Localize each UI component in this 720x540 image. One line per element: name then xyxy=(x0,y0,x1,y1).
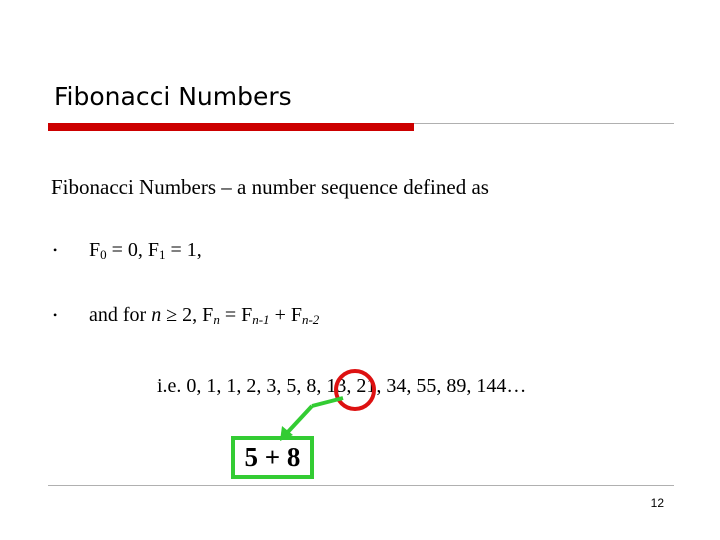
base-end-text: = 1, xyxy=(165,239,202,261)
arrow-shaft-to-sum xyxy=(286,406,312,434)
footer-divider-line xyxy=(48,485,674,486)
recurrence-eq-text: = F xyxy=(219,304,253,326)
recurrence-pre-text: and for xyxy=(89,304,152,326)
n-symbol: n xyxy=(151,304,162,326)
recurrence-plus-text: + F xyxy=(269,304,302,326)
subscript-0: 0 xyxy=(100,247,107,262)
subscript-n-2: n-2 xyxy=(301,312,320,327)
highlight-circle-13 xyxy=(336,371,374,409)
sequence-example: i.e. 0, 1, 1, 2, 3, 5, 8, 13, 21, 34, 55, 89, 144… xyxy=(157,375,527,397)
bullet-marker: • xyxy=(53,308,58,322)
page-number: 12 xyxy=(650,496,664,510)
subscript-n-1: n-1 xyxy=(252,312,270,327)
bullet-marker: • xyxy=(53,243,58,257)
slide-title: Fibonacci Numbers xyxy=(54,82,292,111)
recurrence-ge-text: ≥ 2, F xyxy=(161,304,214,326)
base-mid-text: = 0, F xyxy=(106,239,160,261)
subscript-1: 1 xyxy=(159,247,166,262)
intro-text: Fibonacci Numbers – a number sequence defined as xyxy=(51,175,489,199)
f-symbol: F xyxy=(89,239,101,261)
sum-box: 5 + 8 xyxy=(231,436,314,479)
subscript-n: n xyxy=(213,312,220,327)
